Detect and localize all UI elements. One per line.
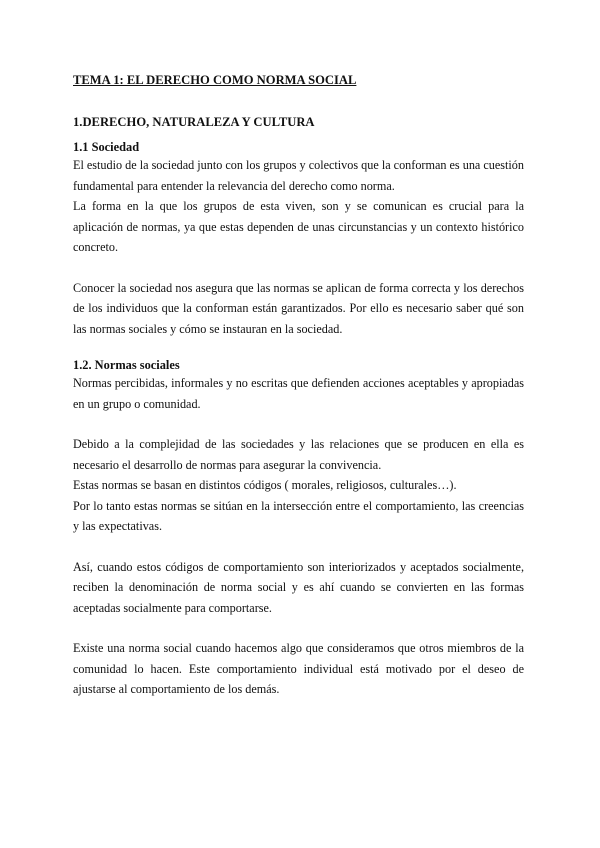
paragraph-spacer [73,537,524,557]
paragraph-normas-6: Existe una norma social cuando hacemos algo que consideramos que otros miembros de la comunidad lo hacen. Este comportamiento individual está motivado por el deseo de ajustarse al comportamiento de los demás. [73,641,524,696]
paragraph-sociedad-1: El estudio de la sociedad junto con los grupos y colectivos que la conforman es una cuestión fundamental para entender la relevancia del derecho como norma. [73,158,524,193]
paragraph-spacer [73,414,524,434]
subsection-heading-sociedad: 1.1 Sociedad [73,140,140,154]
paragraph-normas-1: Normas percibidas, informales y no escritas que defienden acciones aceptables y apropiadas en un grupo o comunidad. [73,376,524,411]
paragraph-sociedad-3: Conocer la sociedad nos asegura que las normas se aplican de forma correcta y los derechos de los individuos que la conforman están garantizados. Por ello es necesario saber qué son las normas sociales y cómo se instauran en la sociedad. [73,280,524,336]
paragraph-normas-3: Estas normas se basan en distintos códigos ( morales, religiosos, culturales…). [73,478,457,492]
paragraph-normas-5: Así, cuando estos códigos de comportamiento son interiorizados y aceptados socialmente, reciben la denominación de norma social y es ahí cuando se convierten en las formas aceptadas socialmente para comportarse. [73,559,524,615]
subsection-heading-normas-sociales: 1.2. Normas sociales [73,358,180,372]
paragraph-spacer [73,618,524,638]
paragraph-normas-2: Debido a la complejidad de las sociedades y las relaciones que se producen en ella es necesario el desarrollo de normas para asegurar la convivencia. [73,437,524,472]
section-heading-derecho: 1.DERECHO, NATURALEZA Y CULTURA [73,115,315,129]
paragraph-normas-4: Por lo tanto estas normas se sitúan en la intersección entre el comportamiento, las creencias y las expectativas. [73,498,524,533]
document-title: TEMA 1: EL DERECHO COMO NORMA SOCIAL [73,73,357,87]
paragraph-spacer [73,258,524,278]
paragraph-sociedad-2: La forma en la que los grupos de esta viven, son y se comunican es crucial para la aplicación de normas, ya que estas dependen de unas circunstancias y un contexto histórico concreto. [73,199,524,254]
